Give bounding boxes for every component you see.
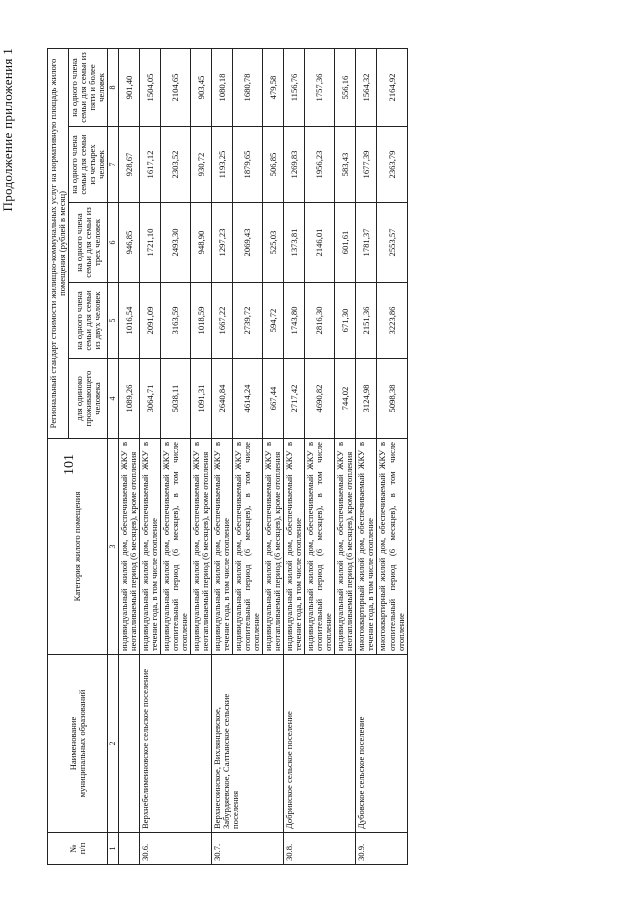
row-number: 30.7.: [212, 833, 284, 865]
value-family-2: 671,30: [335, 283, 356, 359]
value-family-3: 2069,43: [233, 203, 263, 283]
header-sub-5: на одного члена семьи для семьи из пяти и более человек: [69, 48, 108, 126]
value-family-4: 506,85: [263, 127, 284, 203]
value-single: 5098,38: [377, 359, 407, 439]
column-index: 3: [108, 439, 119, 655]
housing-category: индивидуальный жилой дом, обеспечиваемый ЖКУ в течение года, в том числе отопление: [212, 439, 233, 655]
column-index: 4: [108, 359, 119, 439]
value-family-5plus: 1757,36: [305, 48, 335, 126]
housing-category: индивидуальный жилой дом, обеспечиваемый ЖКУ в неотапливаемый период (6 месяцев), кроме отопления: [263, 439, 284, 655]
value-single: 4614,24: [233, 359, 263, 439]
row-number: 30.9.: [356, 833, 407, 865]
column-index: 6: [108, 203, 119, 283]
value-family-5plus: 1080,18: [212, 48, 233, 126]
value-family-4: 2363,79: [377, 127, 407, 203]
value-family-5plus: 901,40: [119, 48, 140, 126]
header-no: № п/п: [48, 833, 108, 865]
column-index: 5: [108, 283, 119, 359]
value-family-2: 2739,72: [233, 283, 263, 359]
value-family-4: 1193,25: [212, 127, 233, 203]
value-family-5plus: 1156,76: [284, 48, 305, 126]
value-family-3: 1781,37: [356, 203, 377, 283]
header-sub-3: на одного члена семьи для семьи из трех человек: [69, 203, 108, 283]
value-family-3: 601,61: [335, 203, 356, 283]
housing-category: индивидуальный жилой дом, обеспечиваемый ЖКУ в отопительный период (6 месяцев), в том числе отопление: [305, 439, 335, 655]
municipality-name: Верхнебелимеиновское сельское поселение: [140, 655, 212, 833]
value-family-4: 2303,52: [161, 127, 191, 203]
value-family-4: 583,43: [335, 127, 356, 203]
value-family-2: 3223,86: [377, 283, 407, 359]
housing-category: индивидуальный жилой дом, обеспечиваемый ЖКУ в неотапливаемый период (6 месяцев), кроме отопления: [191, 439, 212, 655]
value-family-2: 1018,59: [191, 283, 212, 359]
table-row: [284, 48, 305, 864]
value-family-3: 1373,81: [284, 203, 305, 283]
municipality-name: [119, 655, 140, 833]
value-family-3: 946,85: [119, 203, 140, 283]
value-single: 667,44: [263, 359, 284, 439]
value-family-5plus: 903,45: [191, 48, 212, 126]
value-single: 4690,82: [305, 359, 335, 439]
column-index: 7: [108, 127, 119, 203]
value-single: 744,02: [335, 359, 356, 439]
value-family-4: 1617,12: [140, 127, 161, 203]
value-family-3: 2493,30: [161, 203, 191, 283]
value-family-2: 3163,59: [161, 283, 191, 359]
value-family-4: 1956,23: [305, 127, 335, 203]
housing-category: индивидуальный жилой дом, обеспечиваемый ЖКУ в течение года, в том числе отопление: [284, 439, 305, 655]
value-family-5plus: 479,58: [263, 48, 284, 126]
municipality-name: Добринское сельское поселение: [284, 655, 356, 833]
value-family-4: 1269,83: [284, 127, 305, 203]
value-family-2: 1667,22: [212, 283, 233, 359]
housing-category: индивидуальный жилой дом, обеспечиваемый ЖКУ в течение года, в том числе отопление: [140, 439, 161, 655]
value-family-2: 2091,09: [140, 283, 161, 359]
row-number: [119, 833, 140, 865]
value-single: 1091,31: [191, 359, 212, 439]
value-family-4: 1677,39: [356, 127, 377, 203]
tariff-table: [47, 48, 408, 865]
housing-category: многоквартирный жилой дом, обеспечиваемый ЖКУ в течение года, в том числе отопление: [356, 439, 377, 655]
header-municipality: Наименование муниципальных образований: [48, 655, 108, 833]
value-family-3: 2146,01: [305, 203, 335, 283]
column-index: 2: [108, 655, 119, 833]
value-family-5plus: 1504,05: [140, 48, 161, 126]
value-family-3: 1297,23: [212, 203, 233, 283]
row-number: 30.6.: [140, 833, 212, 865]
value-family-2: 2151,36: [356, 283, 377, 359]
value-family-2: 1743,80: [284, 283, 305, 359]
value-family-5plus: 2104,65: [161, 48, 191, 126]
value-family-3: 525,03: [263, 203, 284, 283]
housing-category: индивидуальный жилой дом, обеспечиваемый ЖКУ в неотапливаемый период (6 месяцев), кроме отопления: [335, 439, 356, 655]
appendix-caption: Продолжение приложения 1: [0, 48, 15, 212]
municipality-name: Дубовское сельское поселение: [356, 655, 407, 833]
header-sub-4: на одного члена семьи для семьи из четырех человек: [69, 127, 108, 203]
table-row: [119, 48, 140, 864]
table-row: [140, 48, 161, 864]
header-category: Категория жилого помещения: [48, 439, 108, 655]
value-family-5plus: 556,16: [335, 48, 356, 126]
value-family-3: 948,90: [191, 203, 212, 283]
value-family-5plus: 1680,78: [233, 48, 263, 126]
value-family-3: 2553,57: [377, 203, 407, 283]
value-family-2: 1016,54: [119, 283, 140, 359]
value-single: 5038,11: [161, 359, 191, 439]
value-family-4: 930,72: [191, 127, 212, 203]
value-family-2: 2816,30: [305, 283, 335, 359]
header-sub-2: на одного члена семьи для семьи из двух человек: [69, 283, 108, 359]
page-number: 101: [62, 454, 77, 475]
value-single: 1089,26: [119, 359, 140, 439]
value-family-4: 928,67: [119, 127, 140, 203]
value-single: 3124,98: [356, 359, 377, 439]
housing-category: индивидуальный жилой дом, обеспечиваемый ЖКУ в отопительный период (6 месяцев), в том числе отопление: [161, 439, 191, 655]
column-index: 1: [108, 833, 119, 865]
column-index: 8: [108, 48, 119, 126]
housing-category: многоквартирный жилой дом, обеспечиваемый ЖКУ в отопительный период (6 месяцев), в том числе отопление: [377, 439, 407, 655]
value-family-5plus: 1564,32: [356, 48, 377, 126]
value-single: 3064,71: [140, 359, 161, 439]
housing-category: индивидуальный жилой дом, обеспечиваемый ЖКУ в неотапливаемый период (6 месяцев), кроме отопления: [119, 439, 140, 655]
value-family-4: 1879,65: [233, 127, 263, 203]
value-family-2: 594,72: [263, 283, 284, 359]
value-single: 2717,42: [284, 359, 305, 439]
municipality-name: Верхнесоинское, Вихлянцевское, Забурдяевское, Салтынское сельские поселения: [212, 655, 284, 833]
value-family-5plus: 2164,92: [377, 48, 407, 126]
value-single: 2640,84: [212, 359, 233, 439]
table-row: [212, 48, 233, 864]
value-family-3: 1721,10: [140, 203, 161, 283]
housing-category: индивидуальный жилой дом, обеспечиваемый ЖКУ в отопительный период (6 месяцев), в том числе отопление: [233, 439, 263, 655]
row-number: 30.8.: [284, 833, 356, 865]
header-sub-1: для одиноко проживающего человека: [69, 359, 108, 439]
header-standard: Региональный стандарт стоимости жилищно-коммунальных услуг на нормативную площадь жилого помещения (рублей в месяц): [48, 48, 69, 438]
table-row: [356, 48, 377, 864]
